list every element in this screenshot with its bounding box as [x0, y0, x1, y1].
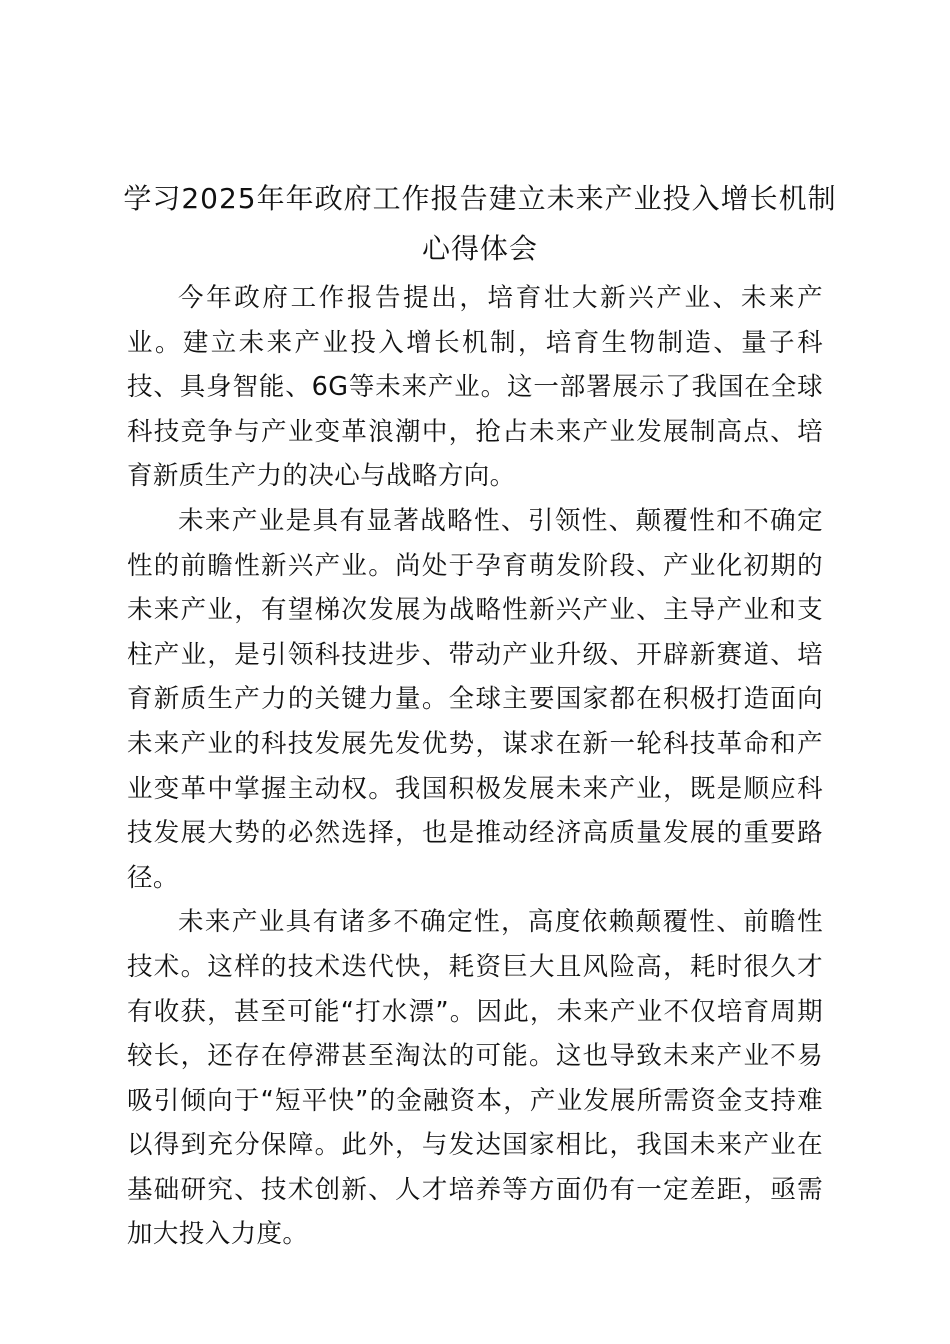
paragraph-3: 未来产业具有诸多不确定性，高度依赖颠覆性、前瞻性技术。这样的技术迭代快，耗资巨大且风险高，耗时很久才有收获，甚至可能“打水漂”。因此，未来产业不仅培育周期较长，还存在停滞甚至淘汰的可能。这也导致未来产业不易吸引倾向于“短平快”的金融资本，产业发展所需资金支持难以得到充分保障。此外，与发达国家相比，我国未来产业在基础研究、技术创新、人才培养等方面仍有一定差距，亟需加大投入力度。	[127, 907, 823, 1250]
paragraph-1: 今年政府工作报告提出，培育壮大新兴产业、未来产业。建立未来产业投入增长机制，培育生物制造、量子科技、具身智能、6G等未来产业。这一部署展示了我国在全球科技竞争与产业变革浪潮中，抢占未来产业发展制高点、培育新质生产力的决心与战略方向。	[127, 283, 823, 492]
document-title: 学习2025年年政府工作报告建立未来产业投入增长机制心得体会	[123, 182, 837, 265]
document-body	[127, 276, 823, 1257]
paragraph-2: 未来产业是具有显著战略性、引领性、颠覆性和不确定性的前瞻性新兴产业。尚处于孕育萌发阶段、产业化初期的未来产业，有望梯次发展为战略性新兴产业、主导产业和支柱产业，是引领科技进步、带动产业升级、开辟新赛道、培育新质生产力的关键力量。全球主要国家都在积极打造面向未来产业的科技发展先发优势，谋求在新一轮科技革命和产业变革中掌握主动权。我国积极发展未来产业，既是顺应科技发展大势的必然选择，也是推动经济高质量发展的重要路径。	[127, 505, 823, 893]
